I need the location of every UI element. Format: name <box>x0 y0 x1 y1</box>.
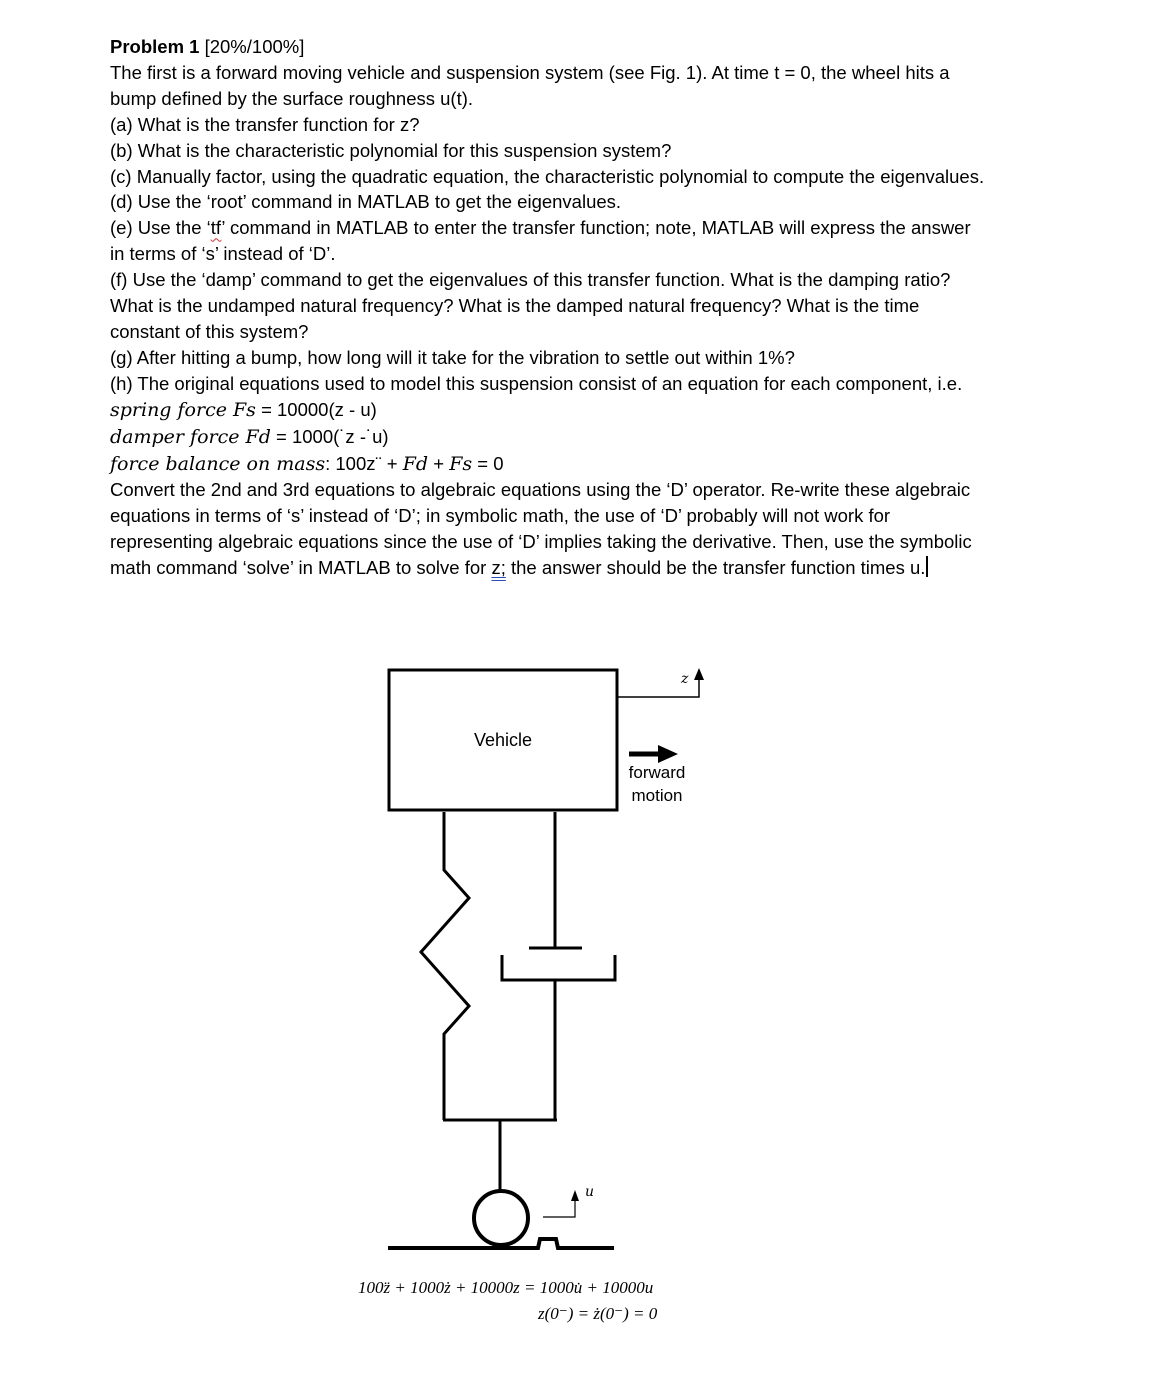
plus-sign: + <box>428 452 450 474</box>
u-arrow-head <box>571 1190 579 1201</box>
u-label: u <box>585 1184 595 1200</box>
u-arrow-line <box>543 1200 575 1217</box>
z-arrow-head <box>694 668 704 680</box>
part-a: (a) What is the transfer function for z? <box>110 113 420 135</box>
forward-label: forward <box>628 763 686 782</box>
spring-force-label: spring force Fs <box>110 398 256 421</box>
force-balance-label: force balance on mass <box>110 452 326 475</box>
spring <box>421 812 469 1120</box>
closing-end: the answer should be the transfer function times u. <box>505 557 926 579</box>
problem-weight: [20%/100%] <box>204 36 305 57</box>
motion-label: motion <box>631 786 683 805</box>
problem-title: Problem 1 <box>110 36 200 57</box>
force-balance-end: = 0 <box>472 452 504 474</box>
part-b: (b) What is the characteristic polynomial for this suspension system? <box>110 139 672 161</box>
force-balance-mid: : 100z¨ + <box>325 452 403 474</box>
solve-for-z: z; <box>491 557 506 579</box>
closing-start: Convert the 2nd and 3rd equations to algebraic equations using the ‘D’ operator. Re-write these algebraic equations in terms of ‘s’ instead of ‘D’; in symbolic math, the use of ‘D’ probably will not work for representing algebraic equations since the use of ‘D’ implies taking the derivative. Then, use the symbolic math command ‘solve’ in MATLAB to solve for <box>110 479 972 579</box>
part-e-start: (e) Use the ‘ <box>110 217 211 239</box>
spring-force-expr: = 10000(z - u) <box>255 398 377 420</box>
fd-symbol: Fd <box>402 452 429 475</box>
part-h: (h) The original equations used to model this suspension consist of an equation for each component, i.e. <box>110 372 963 394</box>
damper-force-expr: = 1000(˙z -˙u) <box>270 425 389 447</box>
damper-force-label: damper force Fd <box>110 425 271 448</box>
vehicle-label: Vehicle <box>473 730 533 750</box>
part-c: (c) Manually factor, using the quadratic equation, the characteristic polynomial to compute the eigenvalues. <box>110 165 985 187</box>
wheel <box>474 1191 528 1245</box>
part-d: (d) Use the ‘root’ command in MATLAB to get the eigenvalues. <box>110 191 622 213</box>
damper-cylinder <box>502 955 615 980</box>
forward-arrow-head <box>658 745 678 763</box>
part-f: (f) Use the ‘damp’ command to get the eigenvalues of this transfer function. What is the damping ratio? What is the undamped natural frequency? What is the damped natural frequency? What is the time constant of this system? <box>110 269 951 342</box>
part-g: (g) After hitting a bump, how long will it take for the vibration to settle out within 1%? <box>110 346 795 368</box>
problem-intro: The first is a forward moving vehicle and suspension system (see Fig. 1). At time t = 0, the wheel hits a bump defined by the surface roughness u(t). <box>110 61 950 109</box>
fs-symbol: Fs <box>449 452 473 475</box>
z-label: z <box>681 671 689 687</box>
initial-conditions: z(0⁻) = ż(0⁻) = 0 <box>538 1304 658 1323</box>
part-e-end: ’ command in MATLAB to enter the transfer function; note, MATLAB will express the answer in terms of ‘s’ instead of ‘D’. <box>110 217 971 265</box>
tf-command: tf <box>210 217 222 239</box>
model-equation: 100z̈ + 1000ż + 10000z = 1000u̇ + 10000u <box>358 1278 654 1297</box>
